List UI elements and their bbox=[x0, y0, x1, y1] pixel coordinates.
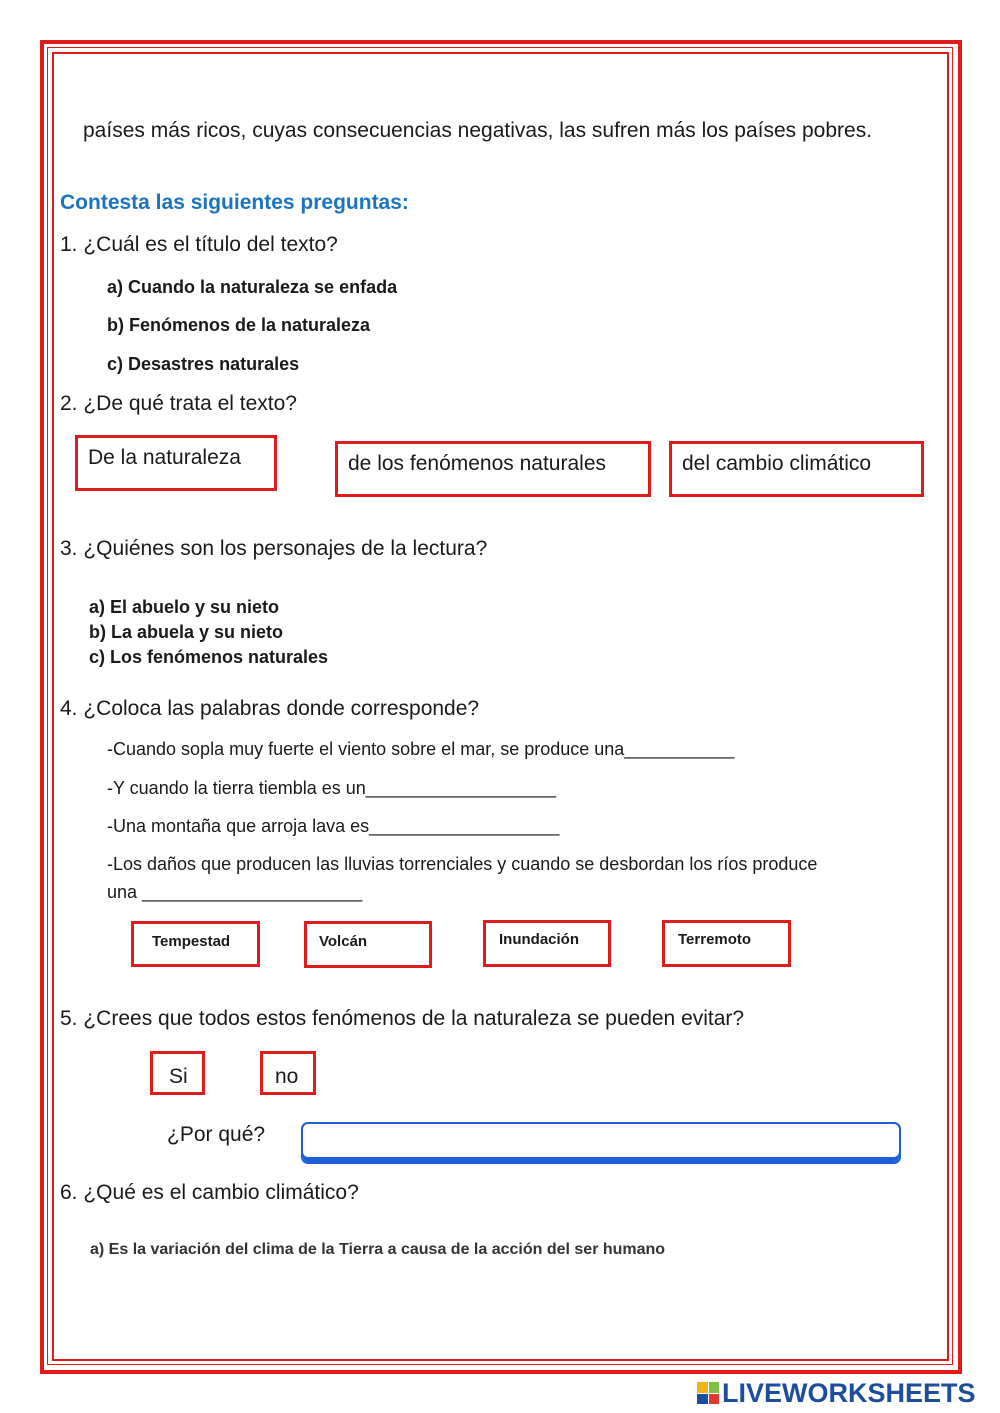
liveworksheets-wordmark: LIVEWORKSHEETS bbox=[722, 1377, 976, 1408]
q3-option-c[interactable]: c) Los fenómenos naturales bbox=[89, 647, 329, 667]
instructions-heading: Contesta las siguientes preguntas: bbox=[60, 191, 409, 214]
word-tile-terremoto[interactable] bbox=[662, 920, 791, 967]
q2-choice-label: de los fenómenos naturales bbox=[348, 452, 606, 475]
q3-option-a[interactable]: a) El abuelo y su nieto bbox=[89, 597, 280, 617]
q2-choice-fenomenos[interactable] bbox=[335, 441, 651, 497]
word-tile-label: Inundación bbox=[499, 931, 579, 948]
q4-sentence-2[interactable]: -Y cuando la tierra tiembla es un___________________ bbox=[107, 778, 557, 798]
question-5: 5. ¿Crees que todos estos fenómenos de la naturaleza se pueden evitar? bbox=[60, 1007, 745, 1030]
q4-sentence-4-blank[interactable]: una ______________________ bbox=[107, 882, 363, 902]
answer-yes-label: Si bbox=[169, 1065, 188, 1088]
q1-option-c[interactable]: c) Desastres naturales bbox=[107, 354, 300, 374]
q6-option-a[interactable]: a) Es la variación del clima de la Tierra a causa de la acción del ser humano bbox=[90, 1241, 666, 1258]
q1-option-b[interactable]: b) Fenómenos de la naturaleza bbox=[107, 315, 371, 335]
q3-option-b[interactable]: b) La abuela y su nieto bbox=[89, 622, 284, 642]
question-3: 3. ¿Quiénes son los personajes de la lectura? bbox=[60, 537, 488, 560]
q4-sentence-3[interactable]: -Una montaña que arroja lava es___________________ bbox=[107, 816, 560, 836]
word-tile-label: Volcán bbox=[319, 933, 368, 950]
word-tile-tempestad[interactable] bbox=[131, 921, 260, 967]
why-label: ¿Por qué? bbox=[167, 1123, 266, 1146]
q2-choice-label: del cambio climático bbox=[682, 452, 872, 475]
intro-paragraph: países más ricos, cuyas consecuencias negativas, las sufren más los países pobres. bbox=[83, 119, 873, 142]
q2-choice-label: De la naturaleza bbox=[88, 446, 241, 469]
word-tile-label: Tempestad bbox=[152, 933, 231, 950]
why-answer-input[interactable] bbox=[301, 1122, 901, 1164]
word-tile-volcan[interactable] bbox=[304, 921, 432, 968]
liveworksheets-logo bbox=[697, 1378, 976, 1408]
question-2: 2. ¿De qué trata el texto? bbox=[60, 392, 297, 415]
answer-yes-button[interactable] bbox=[150, 1051, 205, 1095]
question-6: 6. ¿Qué es el cambio climático? bbox=[60, 1181, 359, 1204]
question-4: 4. ¿Coloca las palabras donde corresponde? bbox=[60, 697, 480, 720]
question-1: 1. ¿Cuál es el título del texto? bbox=[60, 233, 338, 256]
answer-no-label: no bbox=[275, 1065, 299, 1088]
q4-sentence-4: -Los daños que producen las lluvias torrenciales y cuando se desbordan los ríos produce bbox=[107, 854, 818, 874]
q1-option-a[interactable]: a) Cuando la naturaleza se enfada bbox=[107, 277, 398, 297]
q4-sentence-1[interactable]: -Cuando sopla muy fuerte el viento sobre el mar, se produce una___________ bbox=[107, 739, 735, 759]
word-tile-inundacion[interactable] bbox=[483, 920, 611, 967]
q2-choice-cambio-climatico[interactable] bbox=[669, 441, 924, 497]
word-tile-label: Terremoto bbox=[678, 931, 752, 948]
liveworksheets-mark-icon bbox=[697, 1382, 719, 1404]
q2-choice-naturaleza[interactable] bbox=[75, 435, 277, 491]
answer-no-button[interactable] bbox=[260, 1051, 316, 1095]
